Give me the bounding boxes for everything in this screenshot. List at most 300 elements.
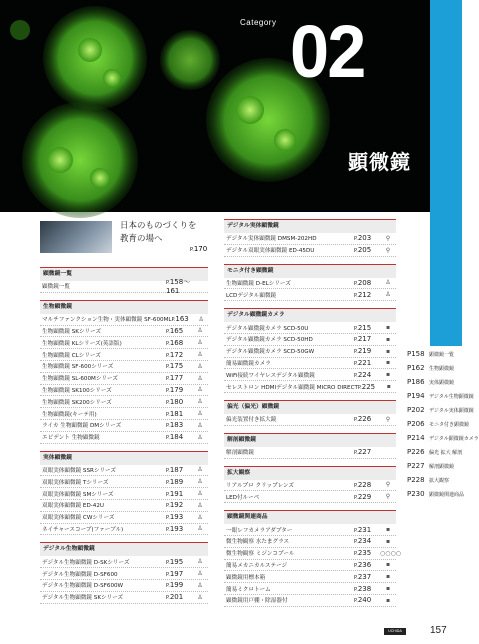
page-ref bbox=[166, 525, 192, 533]
page-prefix: P. bbox=[166, 435, 170, 442]
side-index-item[interactable] bbox=[407, 462, 454, 470]
page-ref bbox=[166, 362, 192, 370]
product-thumb-icon: ▪ bbox=[385, 526, 391, 534]
product-thumb-icon: ▪ bbox=[385, 573, 391, 581]
side-index-page: P227 bbox=[407, 462, 425, 470]
page-value: 181 bbox=[169, 409, 184, 418]
page-prefix: P. bbox=[166, 328, 170, 335]
page-value: 177 bbox=[169, 374, 184, 383]
product-name: 偏光装置付き拡大鏡 bbox=[226, 417, 277, 424]
product-thumb-icon: ▪ bbox=[385, 347, 391, 355]
page-ref bbox=[358, 383, 382, 391]
page-prefix: P. bbox=[354, 280, 358, 287]
page-ref bbox=[172, 315, 195, 323]
product-name: WiFi接続ワイヤレスデジタル顕微鏡 bbox=[226, 372, 315, 379]
daughter-cell bbox=[47, 147, 73, 173]
product-thumb-icon: ▪ bbox=[385, 324, 391, 332]
page-value: 192 bbox=[169, 501, 184, 510]
product-thumb-icon: ♙ bbox=[197, 558, 203, 566]
page-prefix: P. bbox=[354, 450, 358, 457]
page-ref bbox=[354, 493, 380, 501]
product-row[interactable] bbox=[224, 358, 396, 370]
side-index-item[interactable] bbox=[407, 406, 474, 414]
product-thumb-icon: ⚲ bbox=[385, 415, 391, 423]
product-thumb-icon: ▪ bbox=[385, 561, 391, 569]
page-ref bbox=[354, 415, 380, 423]
page-number: 157 bbox=[430, 625, 447, 636]
product-row[interactable] bbox=[40, 500, 208, 512]
footer bbox=[0, 622, 462, 644]
page-prefix: P. bbox=[166, 340, 170, 347]
page-value: 165 bbox=[169, 326, 184, 335]
side-index-page: P202 bbox=[407, 406, 425, 414]
product-thumb-icon: ♙ bbox=[197, 421, 203, 429]
product-row[interactable] bbox=[224, 289, 396, 301]
product-name: デジタル双眼実体顕微鏡 ED-45DU bbox=[226, 248, 315, 255]
page-ref bbox=[166, 581, 192, 589]
product-row[interactable] bbox=[224, 278, 396, 290]
product-name: セレストロン HDMIデジタル顕微鏡 MICRO DIRECT bbox=[226, 384, 358, 391]
product-row[interactable] bbox=[224, 322, 396, 334]
product-thumb-icon: ♙ bbox=[197, 593, 203, 601]
page-ref bbox=[166, 327, 192, 335]
page-value: 183 bbox=[169, 421, 184, 430]
product-name: デジタル生物顕微鏡 D-SF600 bbox=[42, 571, 118, 578]
product-thumb-icon: ♙ bbox=[198, 315, 204, 323]
page-value: 212 bbox=[357, 290, 372, 299]
side-index-label: 解剖顕微鏡 bbox=[429, 464, 455, 470]
product-name: LED付ルーペ bbox=[226, 494, 260, 501]
product-name: 生物顕微鏡 D-ELシリーズ bbox=[226, 280, 291, 287]
page-ref bbox=[166, 466, 192, 474]
product-row[interactable] bbox=[40, 361, 208, 373]
side-index-item[interactable] bbox=[407, 476, 449, 484]
product-row[interactable] bbox=[40, 592, 208, 604]
product-name: 生物顕微鏡(キーテ用) bbox=[42, 411, 97, 418]
page-value: 191 bbox=[169, 489, 184, 498]
product-thumb-icon: ♙ bbox=[197, 386, 203, 394]
side-index-label: 顕微鏡一覧 bbox=[429, 352, 455, 358]
side-index-item[interactable] bbox=[407, 350, 454, 358]
page-ref bbox=[166, 421, 192, 429]
product-name: 生物顕微鏡 SK200シリーズ bbox=[42, 399, 112, 406]
product-thumb-icon: ▪ bbox=[385, 537, 391, 545]
product-name: 解剖顕微鏡 bbox=[226, 450, 254, 457]
product-row[interactable] bbox=[224, 346, 396, 358]
product-name: マルチファンクション生物・実体顕微鏡 SF-600ML bbox=[42, 317, 172, 324]
page-ref bbox=[166, 351, 192, 359]
product-row[interactable] bbox=[40, 314, 208, 326]
side-index-item[interactable] bbox=[407, 364, 454, 372]
product-row[interactable] bbox=[224, 583, 396, 595]
product-name: エビデント 生物顕微鏡 bbox=[42, 435, 100, 442]
product-name: デジタル顕微鏡カメラ SCD-50U bbox=[226, 325, 309, 332]
side-index-page: P206 bbox=[407, 420, 425, 428]
product-row[interactable] bbox=[224, 560, 396, 572]
chapter-title: 顕微鏡 bbox=[348, 150, 411, 174]
product-row[interactable] bbox=[224, 571, 396, 583]
product-thumb-icon: ♙ bbox=[197, 410, 203, 418]
side-index-page: P214 bbox=[407, 434, 425, 442]
product-name: デジタル生物顕微鏡 D-SF600W bbox=[42, 583, 124, 590]
page-value: 221 bbox=[357, 358, 372, 367]
page-value: 163 bbox=[175, 315, 189, 324]
product-name: 簡易ミクロトーム bbox=[226, 586, 271, 593]
intro-banner[interactable] bbox=[40, 218, 208, 256]
side-index-item[interactable] bbox=[407, 434, 479, 442]
product-thumb-icon: ♙ bbox=[197, 501, 203, 509]
product-thumb-icon: ▪ bbox=[385, 371, 391, 379]
page-prefix: P. bbox=[166, 411, 170, 418]
page-prefix: P. bbox=[354, 236, 358, 243]
page-prefix: P. bbox=[354, 539, 358, 546]
page-prefix: P. bbox=[166, 280, 170, 287]
page-prefix: P. bbox=[166, 467, 170, 474]
page-prefix: P. bbox=[166, 387, 170, 394]
product-row[interactable] bbox=[40, 465, 208, 477]
product-row[interactable] bbox=[40, 580, 208, 592]
page-value: 228 bbox=[357, 480, 372, 489]
side-index-label: デジタル生物顕微鏡 bbox=[429, 394, 474, 400]
page-ref bbox=[166, 410, 192, 418]
product-row[interactable] bbox=[40, 337, 208, 349]
product-row[interactable] bbox=[40, 278, 208, 296]
intro-page: P.170 bbox=[190, 245, 208, 253]
product-thumb-icon: ⚲ bbox=[385, 481, 391, 489]
page-ref bbox=[354, 335, 380, 343]
product-row[interactable] bbox=[40, 488, 208, 500]
page-prefix: P. bbox=[354, 494, 358, 501]
page-prefix: P. bbox=[354, 248, 358, 255]
product-row[interactable] bbox=[224, 595, 396, 607]
section-title: 拡大観察 bbox=[224, 466, 396, 480]
side-index-page: P194 bbox=[407, 392, 425, 400]
page-prefix: P. bbox=[354, 349, 358, 356]
product-thumb-icon: ♙ bbox=[197, 525, 203, 533]
page-value: 189 bbox=[169, 477, 184, 486]
section bbox=[224, 400, 396, 426]
side-index-item[interactable] bbox=[407, 448, 462, 456]
daughter-cell bbox=[90, 168, 110, 188]
section-title: 実体顕微鏡 bbox=[40, 451, 208, 465]
page-value: 197 bbox=[169, 569, 184, 578]
publisher-logo: UCHIDA bbox=[384, 628, 406, 635]
product-name: 双眼実体顕微鏡 SMシリーズ bbox=[42, 491, 114, 498]
section-title: 顕微鏡一覧 bbox=[40, 267, 208, 281]
product-row[interactable] bbox=[40, 432, 208, 444]
product-name: 顕微鏡用戸棚・除湿器付 bbox=[226, 598, 288, 605]
product-name: デジタル生物顕微鏡 SKシリーズ bbox=[42, 595, 124, 602]
page-value: 236 bbox=[357, 560, 372, 569]
product-row[interactable] bbox=[40, 524, 208, 536]
page-ref bbox=[354, 481, 380, 489]
page-ref bbox=[166, 501, 192, 509]
product-row[interactable] bbox=[224, 381, 396, 393]
product-thumb-icon: ⚲ bbox=[385, 246, 391, 254]
page-ref bbox=[354, 291, 380, 299]
product-name: デジタル顕微鏡カメラ SCD-50GW bbox=[226, 349, 315, 356]
column-right bbox=[224, 212, 401, 607]
page-prefix: P. bbox=[166, 503, 170, 510]
page-ref bbox=[354, 246, 380, 254]
page-value: 217 bbox=[357, 335, 372, 344]
page-ref bbox=[354, 234, 380, 242]
side-index-page: P162 bbox=[407, 364, 425, 372]
category-tab bbox=[430, 0, 462, 346]
page-value: 168 bbox=[169, 338, 184, 347]
page-ref bbox=[166, 478, 192, 486]
product-name: 生物顕微鏡 SK100シリーズ bbox=[42, 387, 112, 394]
product-name: ライカ 生物顕微鏡 DMシリーズ bbox=[42, 423, 122, 430]
product-name: 簡易メカニカルステージ bbox=[226, 562, 288, 569]
page-prefix: P. bbox=[354, 586, 358, 593]
product-row[interactable] bbox=[40, 568, 208, 580]
product-row[interactable] bbox=[40, 512, 208, 524]
side-index-page: P226 bbox=[407, 448, 425, 456]
page-ref bbox=[354, 371, 380, 379]
page-ref bbox=[166, 513, 192, 521]
page-ref bbox=[354, 549, 380, 557]
product-name: 簡易顕微鏡カメラ bbox=[226, 360, 271, 367]
colony-small bbox=[160, 30, 220, 90]
page-ref bbox=[354, 347, 380, 355]
page-value: 238 bbox=[357, 584, 372, 593]
product-thumb-icon: ♙ bbox=[385, 291, 391, 299]
page-prefix: P. bbox=[166, 559, 170, 566]
side-index-item[interactable] bbox=[407, 378, 454, 386]
side-index-label: 顕微鏡関連商品 bbox=[429, 492, 465, 498]
product-thumb-icon: ♙ bbox=[197, 339, 203, 347]
product-row[interactable] bbox=[40, 408, 208, 420]
side-index-item[interactable] bbox=[407, 392, 474, 400]
product-thumb-icon: ○○○○ bbox=[380, 549, 401, 557]
page-prefix: P. bbox=[354, 574, 358, 581]
side-index-page: P230 bbox=[407, 490, 425, 498]
page-value: 193 bbox=[169, 524, 184, 533]
page-prefix: P. bbox=[166, 491, 170, 498]
product-name: 生物顕微鏡 SF-600シリーズ bbox=[42, 364, 114, 371]
page-ref bbox=[166, 490, 192, 498]
product-thumb-icon: ♙ bbox=[197, 581, 203, 589]
product-name: 生物顕微鏡 KLシリーズ(英語版) bbox=[42, 340, 122, 347]
page-prefix: P. bbox=[166, 376, 170, 383]
page-value: 201 bbox=[169, 593, 184, 602]
section bbox=[224, 433, 396, 459]
page-prefix: P. bbox=[354, 598, 358, 605]
page-value: 180 bbox=[169, 397, 184, 406]
section-title: モニタ付き顕微鏡 bbox=[224, 264, 396, 278]
product-name: 一眼レフカメラアダプター bbox=[226, 527, 293, 534]
product-row[interactable] bbox=[224, 480, 396, 492]
category-label: Category bbox=[240, 18, 277, 27]
page-prefix: P. bbox=[354, 551, 358, 558]
product-thumb-icon: ♙ bbox=[197, 374, 203, 382]
product-thumb-icon: ♙ bbox=[197, 327, 203, 335]
page-value: 179 bbox=[169, 385, 184, 394]
product-row[interactable] bbox=[224, 536, 396, 548]
product-thumb-icon: ♙ bbox=[197, 433, 203, 441]
product-row[interactable] bbox=[224, 447, 396, 459]
product-row[interactable] bbox=[224, 233, 396, 245]
section bbox=[224, 466, 396, 504]
section-title: デジタル実体顕微鏡 bbox=[224, 219, 396, 233]
product-thumb-icon: ♙ bbox=[197, 466, 203, 474]
intro-line-1: 日本のものづくりを bbox=[120, 221, 197, 231]
page-ref bbox=[354, 359, 380, 367]
product-row[interactable] bbox=[40, 385, 208, 397]
side-index-page: P158 bbox=[407, 350, 425, 358]
page-value: 227 bbox=[357, 448, 372, 457]
product-thumb-icon: ▪ bbox=[386, 383, 391, 391]
page-prefix: P. bbox=[166, 352, 170, 359]
page-value: 175 bbox=[169, 362, 184, 371]
product-row[interactable] bbox=[224, 414, 396, 426]
page-value: 195 bbox=[169, 557, 184, 566]
page-value: 237 bbox=[357, 572, 372, 581]
product-name: 生物顕微鏡 SKシリーズ bbox=[42, 328, 102, 335]
page-value: 219 bbox=[357, 347, 372, 356]
page-prefix: P. bbox=[166, 479, 170, 486]
product-thumb-icon: ♙ bbox=[197, 398, 203, 406]
product-name: 双眼実体顕微鏡 ED-42U bbox=[42, 503, 105, 510]
page-prefix: P. bbox=[166, 595, 170, 602]
product-row[interactable] bbox=[224, 369, 396, 381]
section bbox=[40, 451, 208, 536]
product-thumb-icon: ⚲ bbox=[385, 234, 391, 242]
section-title: デジタル顕微鏡カメラ bbox=[224, 308, 396, 322]
page-prefix: P. bbox=[166, 423, 170, 430]
page-value: 193 bbox=[169, 513, 184, 522]
page-ref bbox=[354, 573, 380, 581]
page-ref bbox=[166, 339, 192, 347]
page-value: 172 bbox=[169, 350, 184, 359]
product-row[interactable] bbox=[224, 245, 396, 257]
product-name: 生物顕微鏡 SL-600Mシリーズ bbox=[42, 376, 118, 383]
page-value: 203 bbox=[357, 234, 372, 243]
section-title: 偏光（偏光）顕微鏡 bbox=[224, 400, 396, 414]
product-thumb-icon: ♙ bbox=[385, 279, 391, 287]
intro-text bbox=[120, 220, 197, 246]
page-prefix: P. bbox=[166, 526, 170, 533]
product-thumb-icon: ♙ bbox=[197, 513, 203, 521]
product-row[interactable] bbox=[40, 476, 208, 488]
page-prefix: P. bbox=[166, 399, 170, 406]
side-index-page: P186 bbox=[407, 378, 425, 386]
product-name: 双眼実体顕微鏡 SSRシリーズ bbox=[42, 467, 117, 474]
side-index-label: デジタル顕微鏡カメラ bbox=[429, 436, 479, 442]
page-ref bbox=[166, 374, 192, 382]
product-thumb-icon: ▪ bbox=[385, 585, 391, 593]
product-name: デジタル実体顕微鏡 DMSM-202HD bbox=[226, 236, 317, 243]
product-thumb-icon: ⚲ bbox=[385, 493, 391, 501]
product-row[interactable] bbox=[224, 334, 396, 346]
page-ref bbox=[166, 558, 192, 566]
side-index-page: P228 bbox=[407, 476, 425, 484]
product-name: LCDデジタル顕微鏡 bbox=[226, 292, 277, 299]
page-value: 224 bbox=[357, 370, 372, 379]
section bbox=[224, 264, 396, 302]
intro-photo bbox=[40, 221, 112, 253]
section-title: 顕微鏡関連商品 bbox=[224, 510, 396, 524]
page-prefix: P. bbox=[354, 527, 358, 534]
product-name: 顕微鏡用標本箱 bbox=[226, 574, 266, 581]
page-prefix: P. bbox=[354, 292, 358, 299]
column-left bbox=[40, 260, 208, 604]
page-ref bbox=[354, 561, 380, 569]
product-row[interactable] bbox=[224, 548, 401, 560]
daughter-cell bbox=[78, 38, 102, 62]
page-ref bbox=[166, 277, 192, 295]
product-row[interactable] bbox=[224, 491, 396, 503]
page-prefix: P. bbox=[354, 482, 358, 489]
page-prefix: P. bbox=[354, 562, 358, 569]
page-value: 240 bbox=[357, 596, 372, 605]
product-row[interactable] bbox=[40, 420, 208, 432]
category-number: 02 bbox=[290, 10, 365, 93]
product-row[interactable] bbox=[40, 396, 208, 408]
product-thumb-icon: ♙ bbox=[197, 362, 203, 370]
page-prefix: P. bbox=[354, 417, 358, 424]
product-name: デジタル顕微鏡カメラ SCD-50HD bbox=[226, 337, 313, 344]
product-row[interactable] bbox=[224, 524, 396, 536]
product-row[interactable] bbox=[40, 373, 208, 385]
section bbox=[40, 267, 208, 296]
page-prefix: P. bbox=[166, 515, 170, 522]
product-name: 生物顕微鏡 CLシリーズ bbox=[42, 352, 101, 359]
product-row[interactable] bbox=[40, 349, 208, 361]
page-value: 235 bbox=[357, 549, 372, 558]
product-row[interactable] bbox=[40, 326, 208, 338]
page-ref bbox=[166, 570, 192, 578]
page-value: 187 bbox=[169, 465, 184, 474]
page-prefix: P. bbox=[357, 384, 362, 391]
product-name: 微生物観察 水たまグラス bbox=[226, 539, 290, 546]
page-prefix: P. bbox=[166, 571, 170, 578]
section bbox=[224, 510, 401, 607]
product-thumb-icon: ♙ bbox=[197, 478, 203, 486]
side-index-label: 生物顕微鏡 bbox=[429, 366, 455, 372]
product-name: リアルプロ クリップレンズ bbox=[226, 482, 294, 489]
intro-line-2: 教育の場へ bbox=[120, 234, 163, 244]
product-thumb-icon: ▪ bbox=[385, 596, 391, 604]
product-name: デジタル生物顕微鏡 D-SKシリーズ bbox=[42, 559, 130, 566]
side-index-item[interactable] bbox=[407, 490, 464, 498]
product-row[interactable] bbox=[40, 556, 208, 568]
page-ref bbox=[166, 433, 192, 441]
page-value: 215 bbox=[357, 323, 372, 332]
page-value: 208 bbox=[357, 278, 372, 287]
volvox-illustration bbox=[0, 0, 462, 212]
side-index-item[interactable] bbox=[407, 420, 469, 428]
page-value: 184 bbox=[169, 433, 184, 442]
page-prefix: P. bbox=[166, 364, 170, 371]
page-ref bbox=[166, 386, 192, 394]
page-ref bbox=[166, 398, 192, 406]
hero-image bbox=[0, 0, 462, 212]
page-ref bbox=[166, 593, 192, 601]
section-title: 生物顕微鏡 bbox=[40, 300, 208, 314]
page-value: 231 bbox=[357, 525, 372, 534]
page-prefix: P. bbox=[354, 337, 358, 344]
page-value: 199 bbox=[169, 581, 184, 590]
page-ref bbox=[354, 324, 380, 332]
page-value: 158～161 bbox=[166, 278, 191, 296]
colony-edge bbox=[10, 20, 30, 40]
section-title: 解剖顕微鏡 bbox=[224, 433, 396, 447]
page-ref bbox=[354, 448, 380, 456]
page-prefix: P. bbox=[166, 583, 170, 590]
product-name: 双眼実体顕微鏡 CWシリーズ bbox=[42, 515, 115, 522]
